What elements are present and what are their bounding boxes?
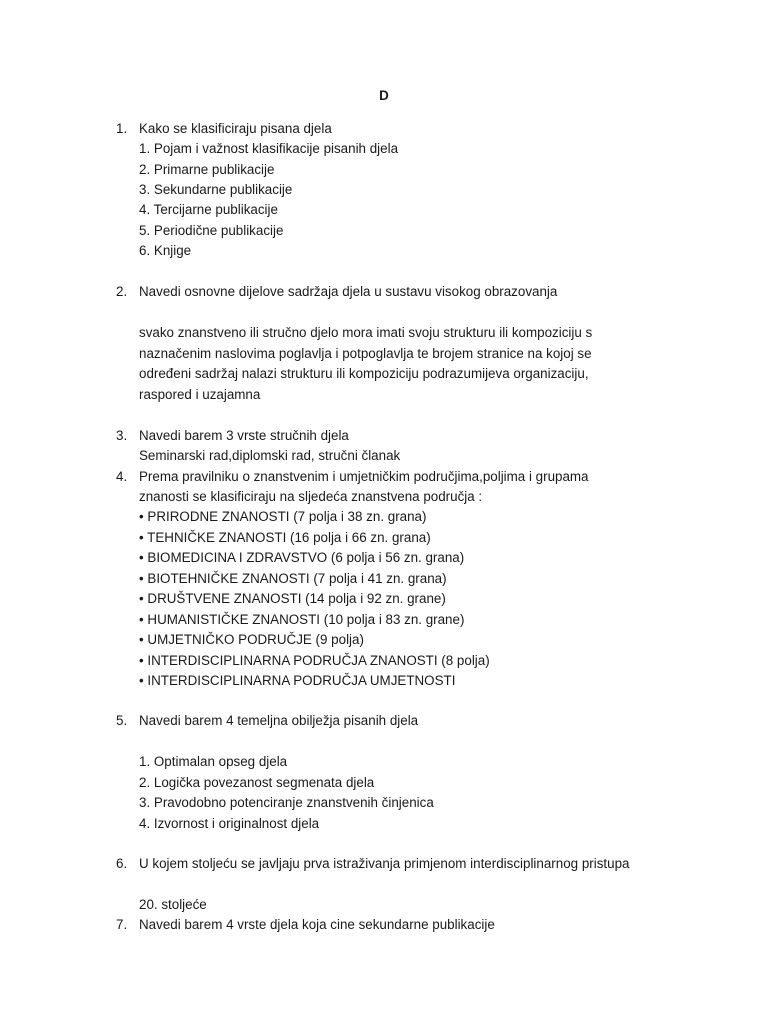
q1-number: 1. — [116, 121, 128, 136]
q6-text: U kojem stoljeću se javljaju prva istraživanja primjenom interdisciplinarnog pristupa — [139, 856, 630, 871]
q4-text: Prema pravilniku o znanstvenim i umjetničkim područjima,poljima i grupama — [139, 469, 589, 484]
q2-answer-line: raspored i uzajamna — [139, 387, 261, 402]
q7-text: Navedi barem 4 vrste djela koja cine sekundarne publikacije — [139, 917, 495, 932]
q4-item: • TEHNIČKE ZNANOSTI (16 polja i 66 zn. grana) — [139, 530, 431, 545]
q4-item: • BIOTEHNIČKE ZNANOSTI (7 polja i 41 zn. grana) — [139, 571, 447, 586]
q4-item: • DRUŠTVENE ZNANOSTI (14 polja i 92 zn. grane) — [139, 591, 446, 606]
q1-item: 6. Knjige — [139, 243, 192, 258]
q4-item: • PRIRODNE ZNANOSTI (7 polja i 38 zn. grana) — [139, 509, 427, 524]
q2-number: 2. — [116, 284, 128, 299]
q1-text: Kako se klasificiraju pisana djela — [139, 121, 332, 136]
q4-number: 4. — [116, 469, 128, 484]
q6-answer: 20. stoljeće — [139, 897, 207, 912]
q4-item: • INTERDISCIPLINARNA PODRUČJA UMJETNOSTI — [139, 673, 456, 688]
q1-item: 2. Primarne publikacije — [139, 162, 275, 177]
q3-text: Navedi barem 3 vrste stručnih djela — [139, 428, 349, 443]
q6-number: 6. — [116, 856, 128, 871]
q4-item: • UMJETNIČKO PODRUČJE (9 polja) — [139, 632, 364, 647]
q4-item: • INTERDISCIPLINARNA PODRUČJA ZNANOSTI (8 polja) — [139, 653, 490, 668]
q7-number: 7. — [116, 917, 128, 932]
q4-text-cont: znanosti se klasificiraju na sljedeća znanstvena područja : — [139, 489, 483, 504]
document-title: D — [379, 88, 389, 103]
q5-text: Navedi barem 4 temeljna obilježja pisanih djela — [139, 713, 419, 728]
q1-item: 5. Periodične publikacije — [139, 223, 284, 238]
q2-answer-line: određeni sadržaj nalazi strukturu ili kompoziciju podrazumijeva organizaciju, — [139, 366, 589, 381]
q5-item: 1. Optimalan opseg djela — [139, 754, 288, 769]
q5-item: 4. Izvornost i originalnost djela — [139, 816, 320, 831]
q2-answer-line: svako znanstveno ili stručno djelo mora imati svoju strukturu ili kompoziciju s — [139, 325, 593, 340]
q4-item: • HUMANISTIČKE ZNANOSTI (10 polja i 83 zn. grane) — [139, 612, 465, 627]
q1-item: 1. Pojam i važnost klasifikacije pisanih djela — [139, 141, 399, 156]
q5-item: 2. Logička povezanost segmenata djela — [139, 775, 375, 790]
q1-item: 4. Tercijarne publikacije — [139, 202, 278, 217]
q3-answer: Seminarski rad,diplomski rad, stručni članak — [139, 448, 401, 463]
q5-number: 5. — [116, 713, 128, 728]
q2-text: Navedi osnovne dijelove sadržaja djela u sustavu visokog obrazovanja — [139, 284, 558, 299]
q3-number: 3. — [116, 428, 128, 443]
q2-answer-line: naznačenim naslovima poglavlja i potpoglavlja te brojem stranice na kojoj se — [139, 346, 592, 361]
q4-item: • BIOMEDICINA I ZDRAVSTVO (6 polja i 56 zn. grana) — [139, 550, 465, 565]
q1-item: 3. Sekundarne publikacije — [139, 182, 293, 197]
q5-item: 3. Pravodobno potenciranje znanstvenih činjenica — [139, 795, 434, 810]
